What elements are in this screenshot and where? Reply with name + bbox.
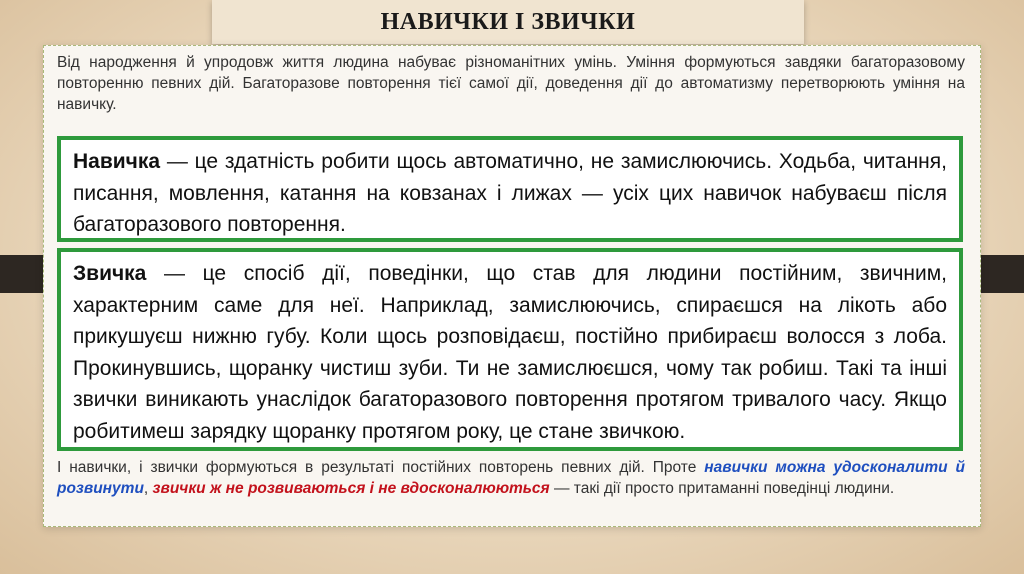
summary-text-1: І навички, і звички формуються в результаті постійних повторень певних дій. Проте (57, 459, 705, 476)
page-title: НАВИЧКИ І ЗВИЧКИ (380, 8, 636, 35)
summary-highlight-habits: звички ж не розвиваються і не вдосконалюються (152, 480, 550, 497)
skill-term: Навичка (73, 150, 161, 173)
summary-paragraph (57, 457, 965, 499)
habit-term: Звичка (73, 262, 147, 285)
habit-definition-box (57, 248, 963, 451)
habit-definition: — це спосіб дії, поведінки, що став для людини постійним, звичним, характерним саме для неї. Наприклад, замислюючись, спираєшся на лікоть або прикушуєш нижню губу. Коли щось розповідаєш, постійно прибираєш волосся з лоба. Прокинувшись, щоранку чистиш зуби. Ти не замислюєшся, чому так робиш. Такі та інші звички виникають унаслідок багаторазового повторення протягом тривалого часу. Якщо робитимеш зарядку щоранку протягом року, це стане звичкою. (73, 262, 947, 443)
intro-paragraph: Від народження й упродовж життя людина набуває різноманітних умінь. Уміння формуються завдяки багаторазовому повторенню певних дій. Багаторазове повторення тієї самої дії, доведення дії до автоматизму перетворюють уміння на навичку. (57, 54, 965, 113)
summary-text-2: , (143, 480, 153, 497)
title-banner (212, 0, 804, 44)
skill-definition: — це здатність робити щось автоматично, не замислюючись. Ходьба, читання, писання, мовлення, катання на ковзанах і лижах — усіх цих навичок набуваєш після багаторазового повторення. (73, 150, 947, 236)
skill-definition-box (57, 136, 963, 242)
summary-highlight-skills: навички можна удосконалити й розвинути (57, 459, 965, 497)
summary-text-3: — такі дії просто притаманні поведінці людини. (549, 480, 895, 497)
